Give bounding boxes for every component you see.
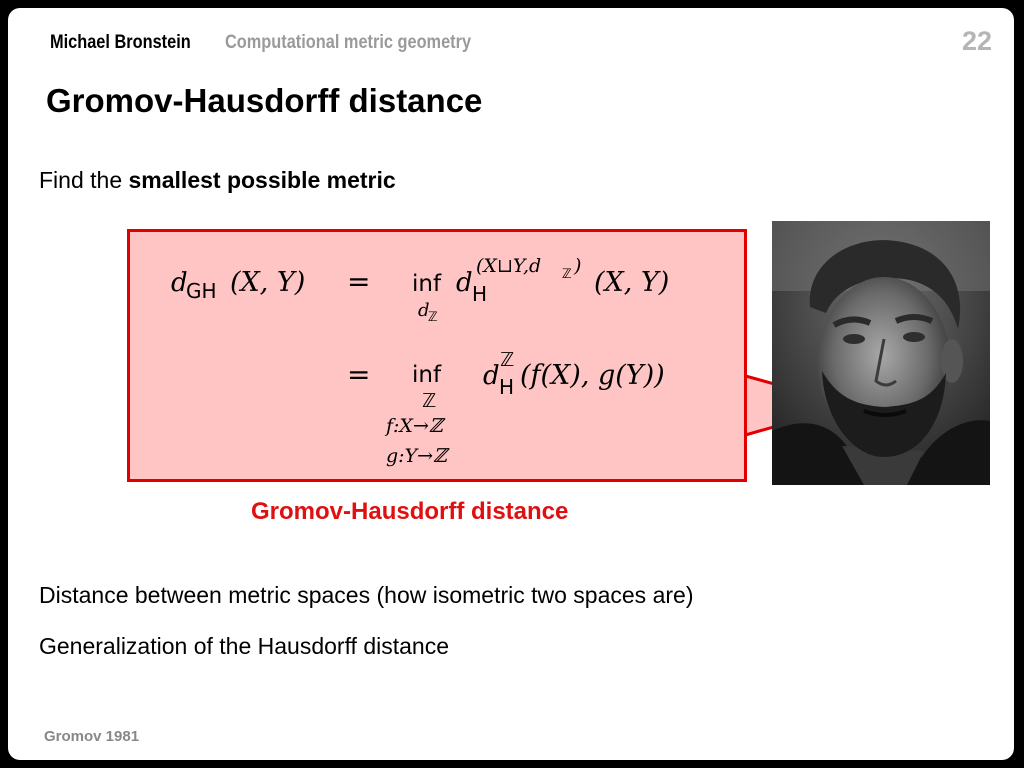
formula-eq1: = — [347, 265, 371, 298]
formula-h-sub2: H — [499, 375, 515, 399]
portrait-photo — [772, 221, 990, 485]
formula-eq2: = — [347, 358, 371, 391]
formula-inf2-under2: f:X→ℤ — [386, 415, 443, 437]
formula-d: d — [171, 268, 188, 298]
intro-emphasis: smallest possible metric — [128, 167, 396, 193]
formula-box — [127, 229, 747, 482]
slide — [8, 8, 1014, 760]
header-course: Computational metric geometry — [225, 32, 472, 53]
slide-title: Gromov-Hausdorff distance — [46, 82, 483, 119]
formula-dh1: d — [456, 268, 473, 298]
formula-gh-sub: GH — [186, 279, 217, 303]
formula-h-sup1-close: ) — [574, 255, 582, 277]
formula-h-sub1: H — [472, 282, 488, 306]
formula — [130, 232, 744, 479]
formula-inf2-under1: ℤ — [422, 390, 437, 412]
figure-caption: Gromov-Hausdorff distance — [251, 498, 569, 525]
bullet-text: Distance between metric spaces (how isometric two spaces are) — [39, 582, 694, 608]
intro-prefix: Find the — [39, 167, 129, 193]
formula-dh2: d — [483, 361, 500, 391]
formula-rhs1: (X, Y) — [594, 267, 670, 298]
formula-inf1-under-sub: ℤ — [428, 310, 438, 325]
formula-h-sup2: ℤ — [500, 349, 515, 371]
formula-inf2-under3: g:Y→ℤ — [386, 445, 447, 467]
bullet-text: Generalization of the Hausdorff distance — [39, 633, 449, 659]
formula-inf1: inf — [412, 271, 442, 297]
page-number: 22 — [961, 26, 992, 56]
formula-h-sup1-sub: ℤ — [562, 267, 572, 282]
header-author: Michael Bronstein — [50, 32, 191, 53]
formula-inf2: inf — [412, 362, 442, 388]
formula-args: (X, Y) — [230, 267, 306, 298]
formula-rhs2: (f(X), g(Y)) — [520, 360, 665, 391]
footer-reference: Gromov 1981 — [44, 728, 140, 745]
formula-h-sup1: (X⊔Y,d — [476, 255, 542, 277]
formula-inf1-under: d — [418, 300, 430, 321]
